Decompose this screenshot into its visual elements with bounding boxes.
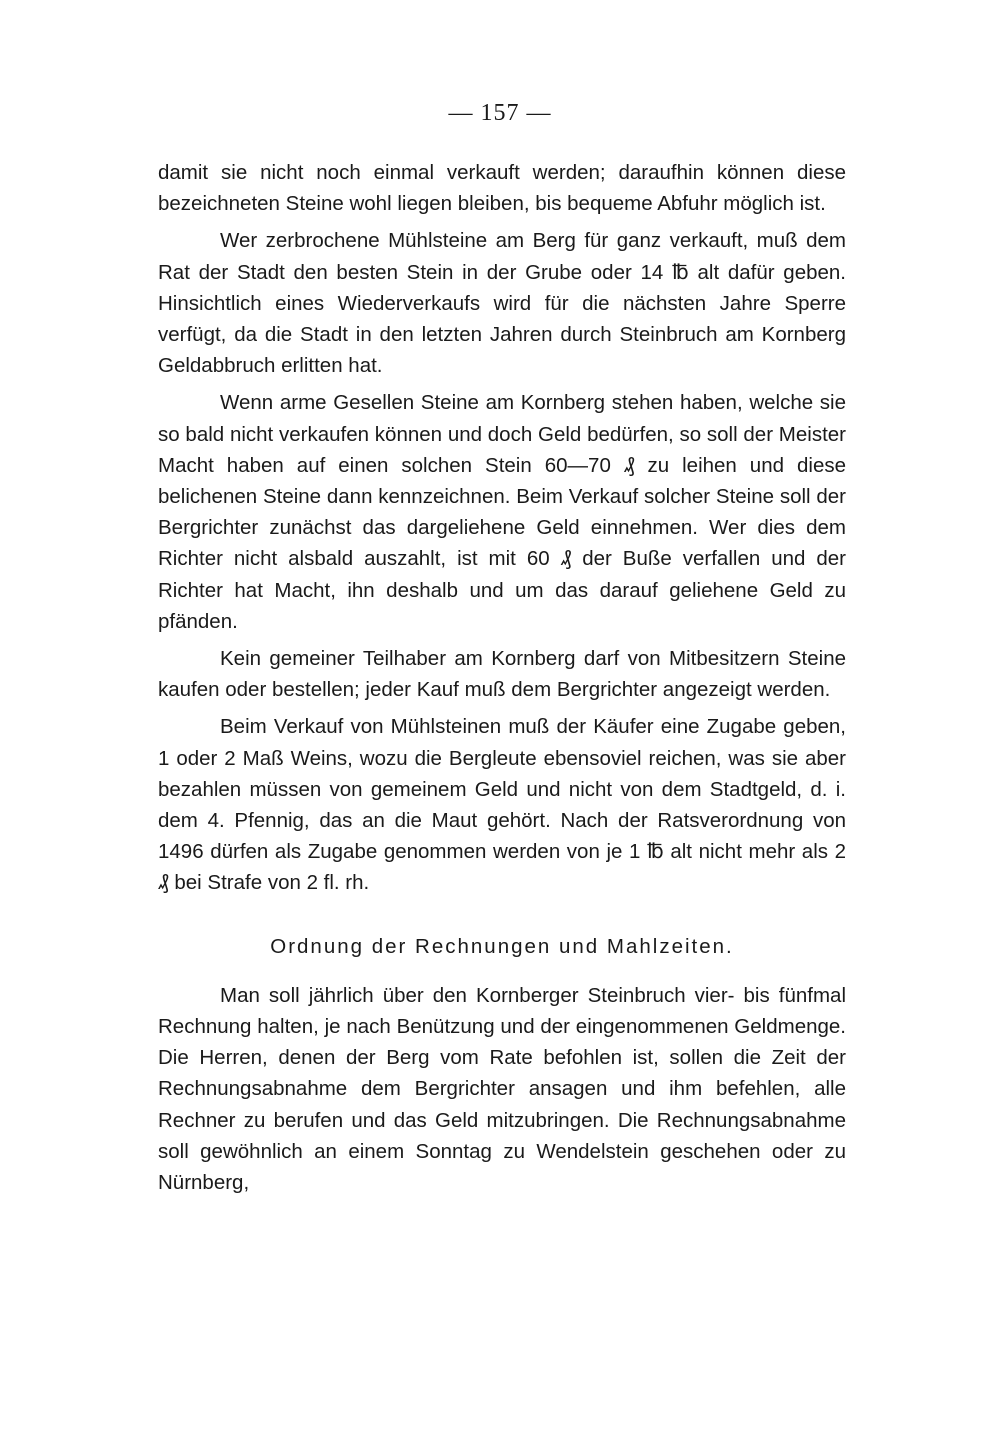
paragraph: Wenn arme Gesellen Steine am Kornberg stehen haben, welche sie so bald nicht verkaufen können und doch Geld bedürfen, so soll der Meister Macht haben auf einen solchen Stein 60—70 ₰ zu leihen und diese belichenen Steine dann kennzeichnen. Beim Verkauf solcher Steine soll der Bergrichter zunächst das dargeliehene Geld einnehmen. Wer dies dem Richter nicht alsbald auszahlt, ist mit 60 ₰ der Buße verfallen und der Richter hat Macht, ihn deshalb und um das darauf geliehene Geld zu pfänden. — [158, 391, 846, 633]
paragraph: Man soll jährlich über den Kornberger Steinbruch vier- bis fünfmal Rechnung halten, je nach Benützung und der eingenommenen Geldmenge. Die Herren, denen der Berg vom Rate befohlen ist, sollen die Zeit der Rechnungsabnahme dem Bergrichter ansagen und ihm befehlen, alle Rechner zu berufen und das Geld mitzubringen. Die Rechnungsabnahme soll gewöhnlich an einem Sonntag zu Wendelstein geschehen oder zu Nürnberg, — [158, 983, 846, 1195]
section-heading: Ordnung der Rechnungen und Mahlzeiten. — [270, 934, 734, 958]
paragraph: Wer zerbrochene Mühlsteine am Berg für ganz verkauft, muß dem Rat der Stadt den besten Stein in der Grube oder 14 ℔ alt dafür geben. Hinsichtlich eines Wiederverkaufs wird für die nächsten Jahre Sperre verfügt, da die Stadt in den letzten Jahren durch Steinbruch am Kornberg Geldabbruch erlitten hat. — [158, 229, 846, 378]
body-text — [158, 157, 846, 1198]
page-number: — 157 — — [448, 100, 552, 126]
paragraph-continuation: damit sie nicht noch einmal verkauft werden; daraufhin können diese bezeichneten Steine wohl liegen bleiben, bis bequeme Abfuhr möglich ist. — [158, 161, 846, 216]
paragraph: Kein gemeiner Teilhaber am Kornberg darf von Mitbesitzern Steine kaufen oder bestellen; jeder Kauf muß dem Bergrichter angezeigt werden. — [158, 647, 846, 702]
paragraph: Beim Verkauf von Mühlsteinen muß der Käufer eine Zugabe geben, 1 oder 2 Maß Weins, wozu die Bergleute ebensoviel reichen, was sie aber bezahlen müssen von gemeinem Geld und nicht von dem Stadtgeld, d. i. dem 4. Pfennig, das an die Maut gehört. Nach der Ratsverordnung von 1496 dürfen als Zugabe genommen werden von je 1 ℔ alt nicht mehr als 2 ₰ bei Strafe von 2 fl. rh. — [158, 715, 846, 895]
